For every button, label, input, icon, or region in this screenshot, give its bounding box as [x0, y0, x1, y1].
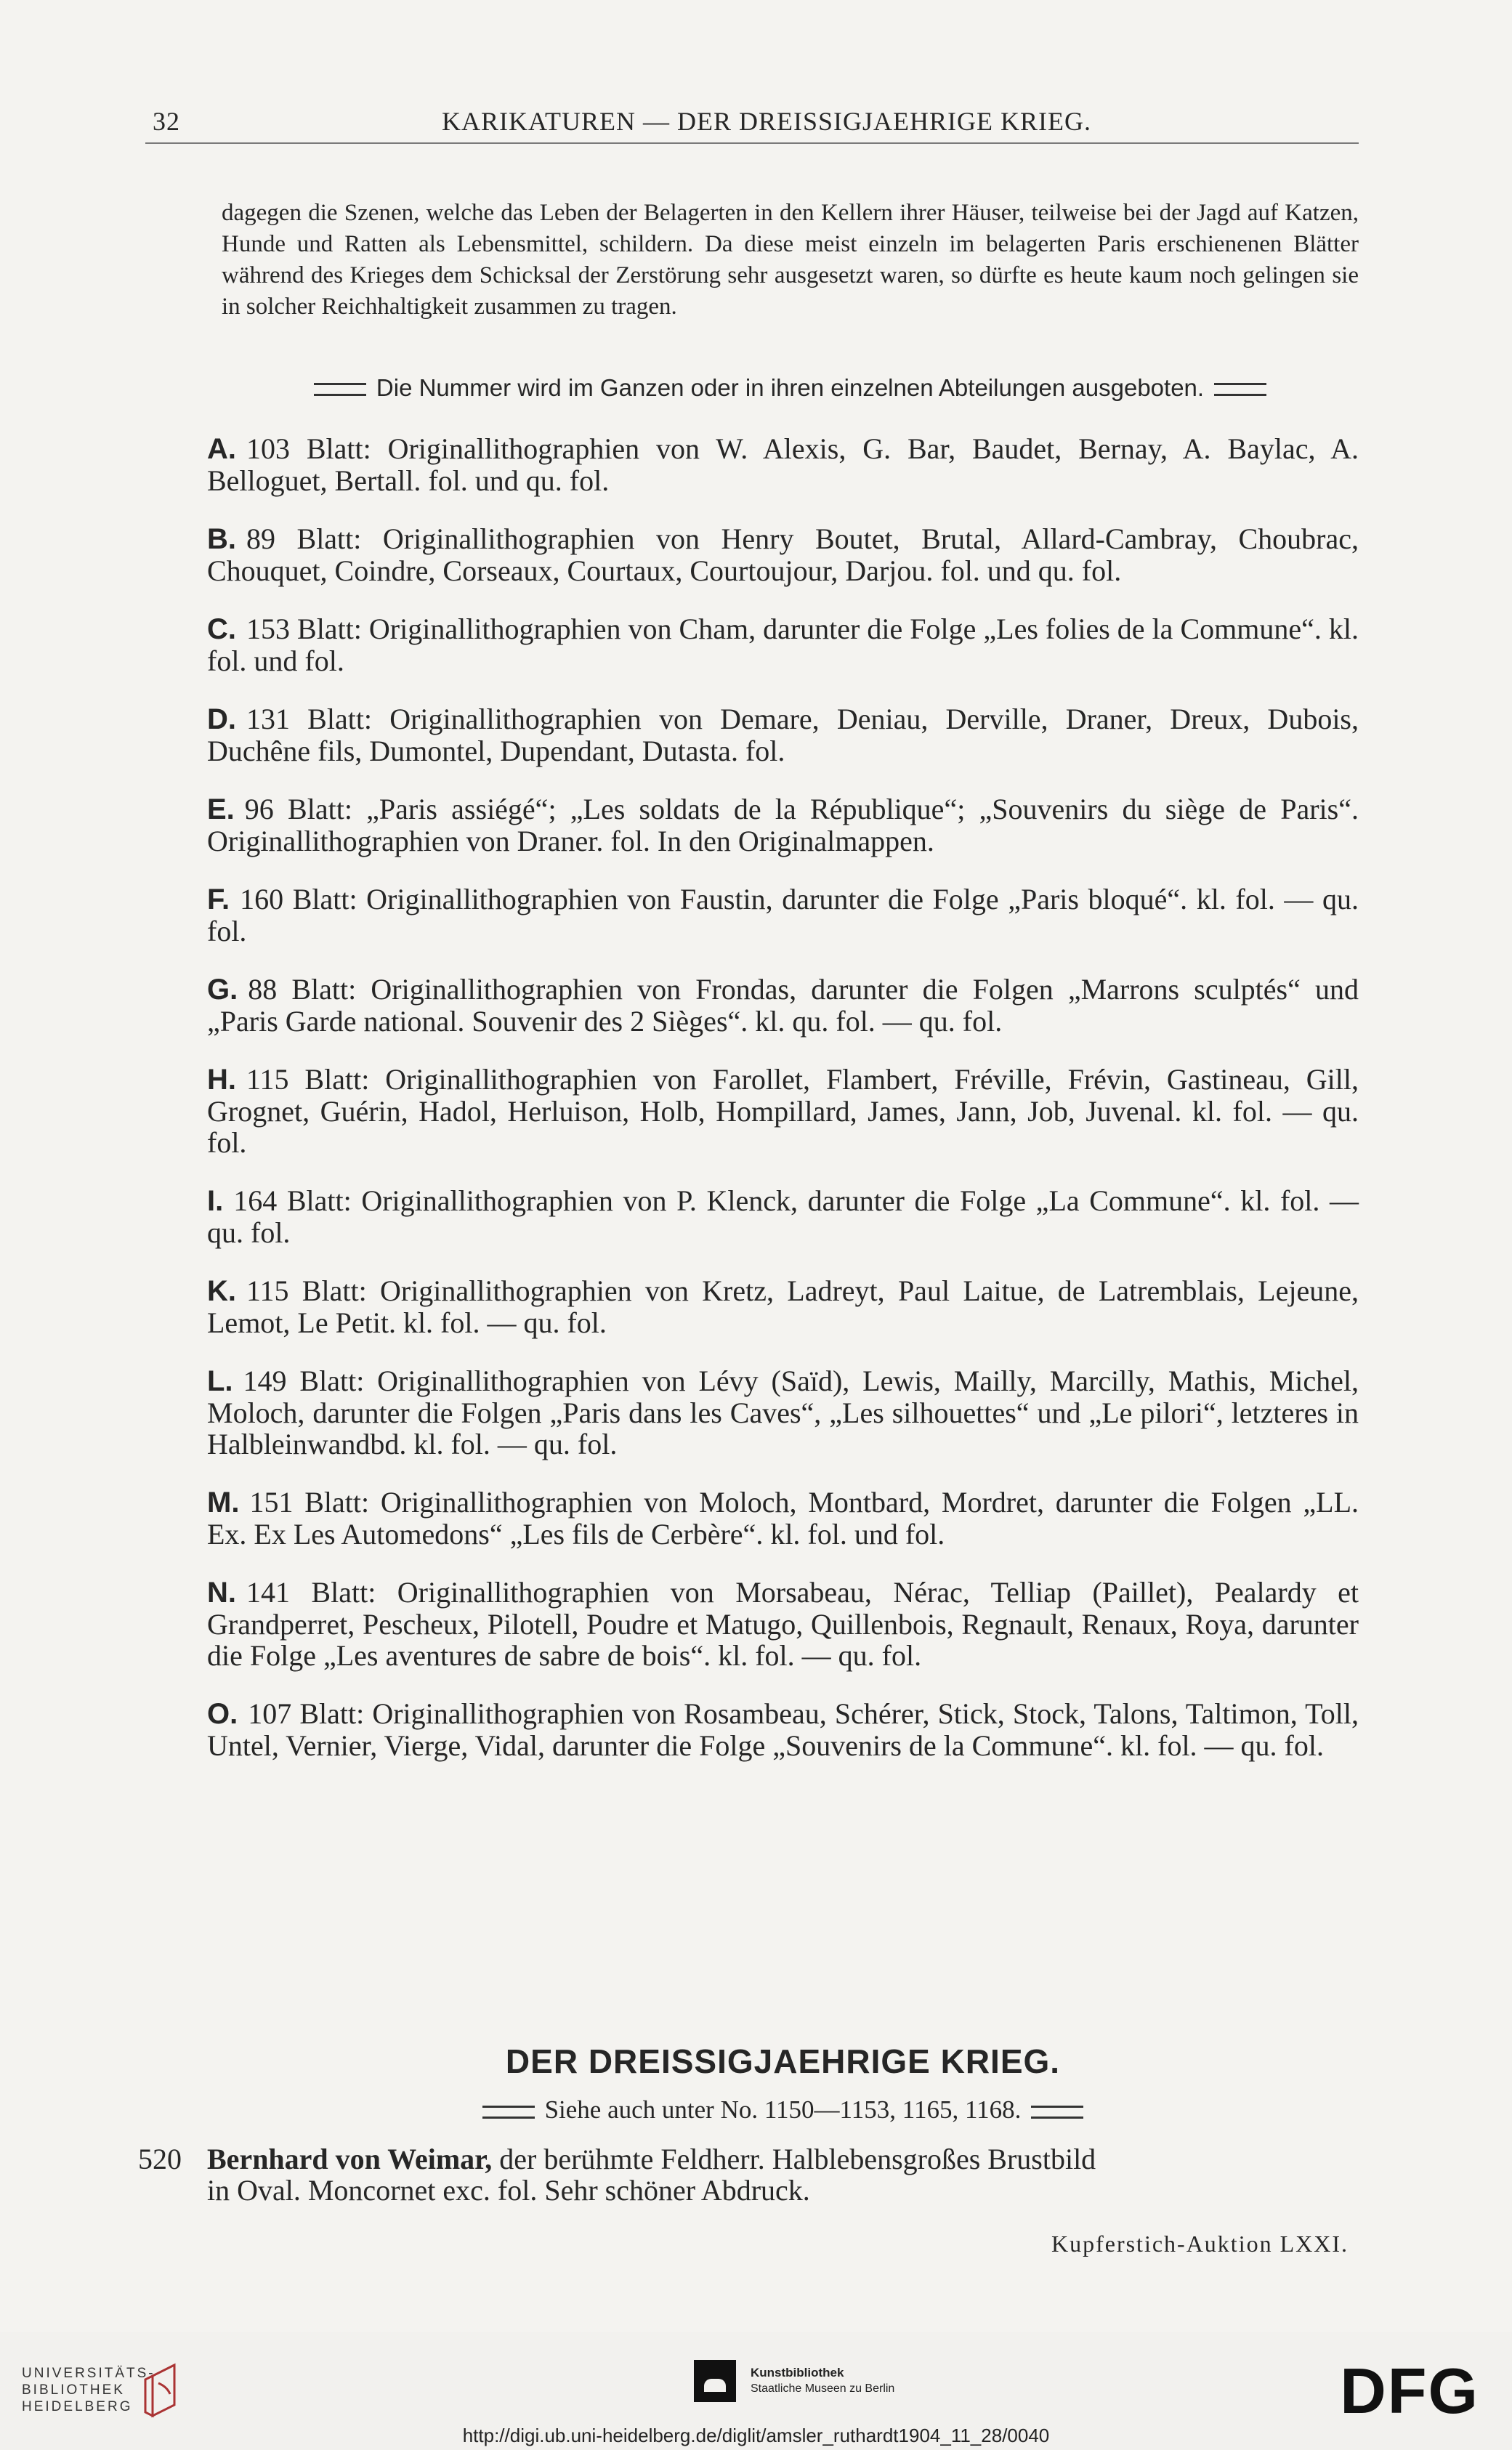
kb-title: Kunstbibliothek	[751, 2366, 844, 2380]
list-item	[207, 1365, 1359, 1460]
entry-letter: D.	[207, 703, 236, 735]
entry-letter: F.	[207, 884, 230, 915]
list-item	[207, 1487, 1359, 1550]
university-line-3: HEIDELBERG	[22, 2399, 133, 2414]
entry-letter: B.	[207, 523, 236, 555]
entry-letter: N.	[207, 1577, 236, 1609]
intro-paragraph	[222, 198, 1359, 323]
university-library-logo-text	[22, 2365, 155, 2415]
auction-note	[222, 372, 1359, 403]
double-rule-left	[482, 2106, 535, 2119]
entry-letter: L.	[207, 1365, 233, 1397]
source-url[interactable]: http://digi.ub.uni-heidelberg.de/diglit/amsler_ruthardt1904_11_28/0040	[462, 2425, 1050, 2446]
page-number: 32	[153, 107, 180, 136]
kunstbibliothek-logo	[694, 2360, 894, 2402]
dfg-logo: DFG	[1340, 2355, 1479, 2427]
double-rule-left	[314, 383, 366, 396]
item-name: Bernhard von Weimar,	[207, 2143, 493, 2175]
list-item	[207, 793, 1359, 857]
entry-list	[207, 433, 1359, 1788]
entry-letter: H.	[207, 1064, 236, 1096]
list-item	[207, 1064, 1359, 1158]
list-item	[207, 1577, 1359, 1671]
entry-text: 160 Blatt: Originallithographien von Faustin, darunter die Folge „Paris bloqué“. kl. fol. — qu. fol.	[207, 883, 1359, 947]
list-item	[207, 884, 1359, 947]
digitization-footer	[0, 2332, 1512, 2450]
page-header	[145, 106, 1359, 144]
kunstbibliothek-icon	[694, 2360, 736, 2402]
section-cross-reference	[207, 2095, 1359, 2124]
intro-text: dagegen die Szenen, welche das Leben der Belagerten in den Kellern ihrer Häuser, teilweise bei der Jagd auf Katzen, Hunde und Ratten als Lebensmittel, schildern. Da diese meist einzeln im belagerten Paris erschienenen Blätter während des Krieges dem Schicksal der Zerstörung sehr ausgesetzt waren, so dürfte es heute kaum noch gelingen sie in solcher Reichhaltigkeit zusammen zu tragen.	[222, 200, 1359, 320]
entry-text: 153 Blatt: Originallithographien von Cham, darunter die Folge „Les folies de la Commune“. kl. fol. und fol.	[207, 612, 1359, 677]
catalog-footer: Kupferstich-Auktion LXXI.	[1051, 2231, 1349, 2257]
list-item	[207, 1275, 1359, 1338]
entry-text: 103 Blatt: Originallithographien von W. Alexis, G. Bar, Baudet, Bernay, A. Baylac, A. Belloguet, Bertall. fol. und qu. fol.	[207, 432, 1359, 497]
list-item	[207, 433, 1359, 496]
entry-text: 115 Blatt: Originallithographien von Farollet, Flambert, Fréville, Frévin, Gastineau, Gill, Grognet, Guérin, Hadol, Herluison, Holb, Hompillard, James, Jann, Job, Juvenal. kl. fol. — qu. fol.	[207, 1063, 1359, 1159]
entry-text: 164 Blatt: Originallithographien von P. Klenck, darunter die Folge „La Commune“. kl. fol. — qu. fol.	[207, 1184, 1359, 1249]
kb-subtitle: Staatliche Museen zu Berlin	[751, 2382, 895, 2395]
entry-text: 88 Blatt: Originallithographien von Frondas, darunter die Folgen „Marrons sculptés“ und „Paris Garde national. Souvenir des 2 Sièges“. kl. qu. fol. — qu. fol.	[207, 973, 1359, 1038]
entry-letter: M.	[207, 1487, 240, 1519]
list-item	[207, 703, 1359, 767]
section-note-text: Siehe auch unter No. 1150—1153, 1165, 1168.	[544, 2095, 1022, 2124]
university-line-2: BIBLIOTHEK	[22, 2382, 125, 2398]
list-item	[207, 974, 1359, 1037]
university-logo-icon	[138, 2361, 182, 2419]
entry-letter: K.	[207, 1275, 236, 1307]
entry-letter: C.	[207, 613, 236, 645]
university-line-1: UNIVERSITÄTS-	[22, 2366, 155, 2381]
catalog-item	[138, 2143, 1359, 2206]
entry-letter: E.	[207, 793, 235, 825]
entry-letter: O.	[207, 1698, 238, 1730]
entry-text: 149 Blatt: Originallithographien von Lévy (Saïd), Lewis, Mailly, Marcilly, Mathis, Michel, Moloch, darunter die Folgen „Paris dans les Caves“, „Les silhouettes“ und „Le pilori“, letzteres in Halbleinwandbd. kl. fol. — qu. fol.	[207, 1365, 1359, 1460]
entry-text: 131 Blatt: Originallithographien von Demare, Deniau, Derville, Draner, Dreux, Dubois, Duchêne fils, Dumontel, Dupendant, Dutasta. fol.	[207, 703, 1359, 767]
entry-letter: A.	[207, 433, 236, 465]
list-item	[207, 1698, 1359, 1761]
item-description-line1: der berühmte Feldherr. Halblebensgroßes Brustbild	[492, 2143, 1096, 2175]
entry-letter: I.	[207, 1185, 224, 1217]
item-description-line2: in Oval. Moncornet exc. fol. Sehr schöner Abdruck.	[207, 2174, 810, 2207]
entry-text: 115 Blatt: Originallithographien von Kretz, Ladreyt, Paul Laitue, de Latremblais, Lejeune, Lemot, Le Petit. kl. fol. — qu. fol.	[207, 1274, 1359, 1339]
double-rule-right	[1214, 383, 1266, 396]
entry-text: 96 Blatt: „Paris assiégé“; „Les soldats de la République“; „Souvenirs du siège de Paris“. Originallithographien von Draner. fol. In den Originalmappen.	[207, 793, 1359, 857]
list-item	[207, 1185, 1359, 1248]
list-item	[207, 613, 1359, 676]
double-rule-right	[1031, 2106, 1083, 2119]
entry-letter: G.	[207, 974, 238, 1006]
entry-text: 89 Blatt: Originallithographien von Henry Boutet, Brutal, Allard-Cambray, Choubrac, Chouquet, Coindre, Corseaux, Courtaux, Courtoujour, Darjou. fol. und qu. fol.	[207, 522, 1359, 587]
entry-text: 141 Blatt: Originallithographien von Morsabeau, Nérac, Telliap (Paillet), Pealardy et Grandperret, Pescheux, Pilotell, Poudre et Matugo, Quillenbois, Regnault, Renaux, Roya, darunter die Folge „Les aventures de sabre de bois“. kl. fol. — qu. fol.	[207, 1576, 1359, 1672]
entry-text: 107 Blatt: Originallithographien von Rosambeau, Schérer, Stick, Stock, Talons, Taltimon, Toll, Untel, Vernier, Vierge, Vidal, darunter die Folge „Souvenirs de la Commune“. kl. fol. — qu. fol.	[207, 1697, 1359, 1762]
auction-note-text: Die Nummer wird im Ganzen oder in ihren einzelnen Abteilungen ausgeboten.	[376, 374, 1205, 401]
item-number: 520	[138, 2143, 182, 2175]
entry-text: 151 Blatt: Originallithographien von Moloch, Montbard, Mordret, darunter die Folgen „LL. Ex. Ex Les Automedons“ „Les fils de Cerbère“. kl. fol. und fol.	[207, 1486, 1359, 1551]
running-title: KARIKATUREN — DER DREISSIGJAEHRIGE KRIEG.	[442, 107, 1091, 136]
list-item	[207, 523, 1359, 586]
section-heading: DER DREISSIGJAEHRIGE KRIEG.	[505, 2042, 1061, 2080]
